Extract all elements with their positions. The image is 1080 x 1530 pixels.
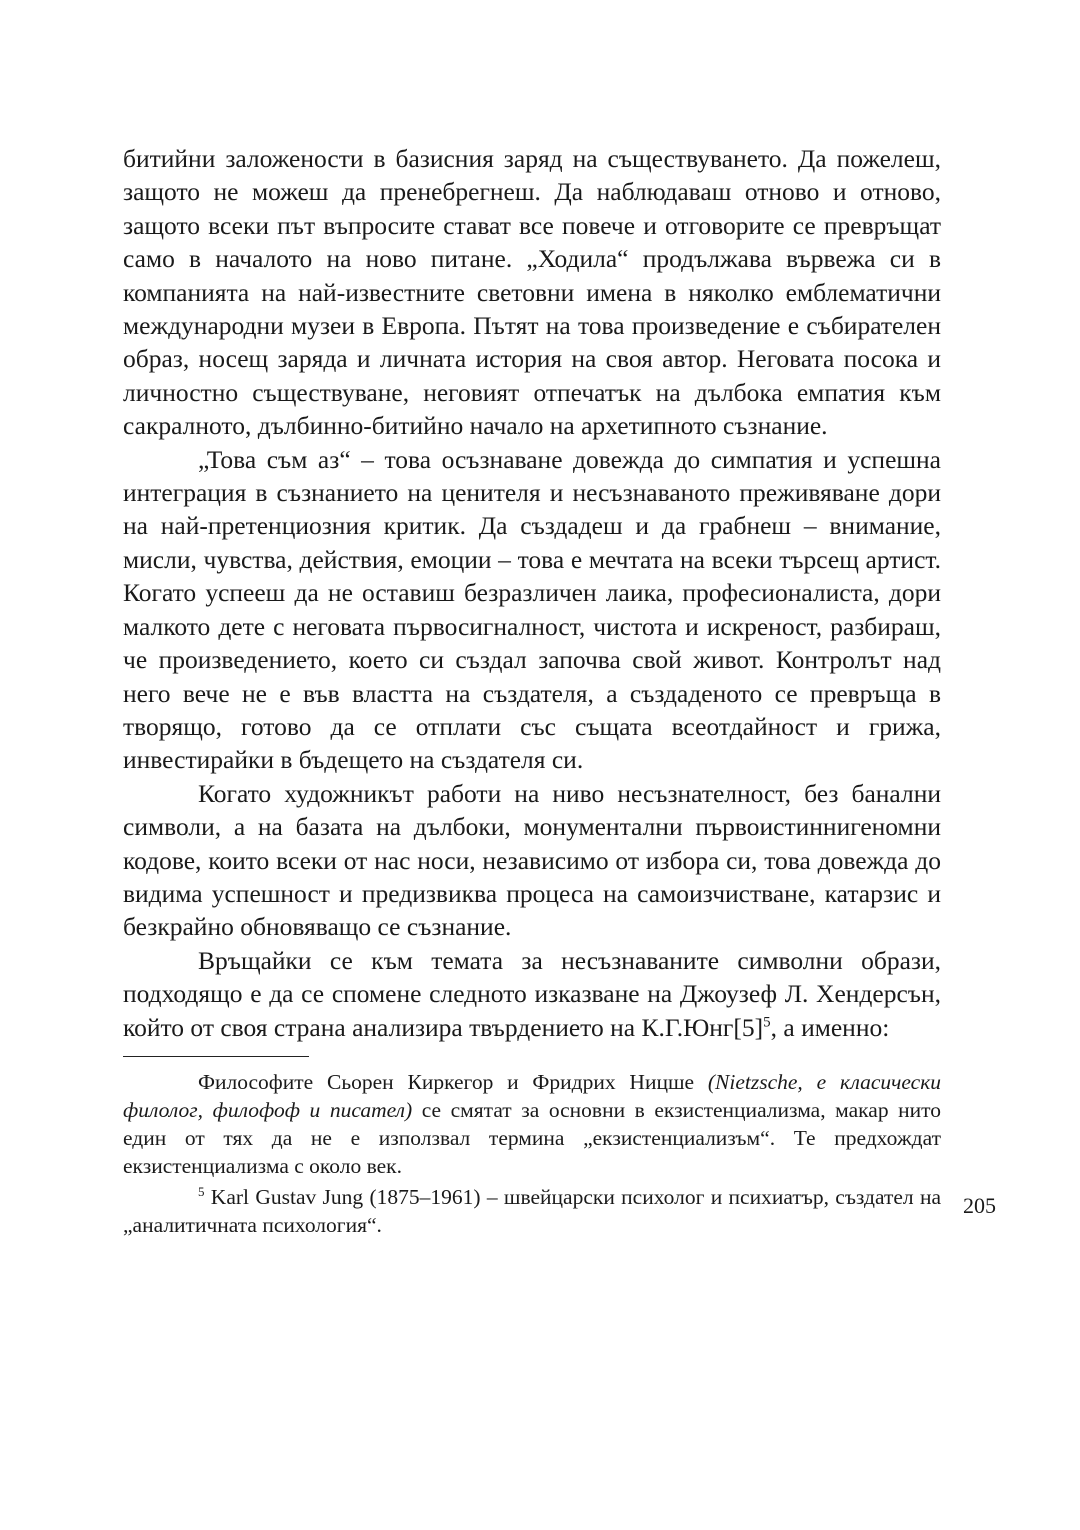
paragraph-4-end: , а именно: xyxy=(770,1012,890,1042)
footnote-ref-5: 5 xyxy=(763,1014,771,1031)
footnotes xyxy=(123,1068,941,1239)
footnote-philosophers xyxy=(123,1068,941,1180)
footnote-5-marker: 5 xyxy=(198,1183,205,1199)
paragraph-4-text: Връщайки се към темата за несъзнаваните символни образи, подходящо е да се спомене следното изказване на Джоузеф Л. Хендерсън, който от своя страна анализира твърдението на К.Г.Юнг[5] xyxy=(123,945,941,1042)
footnote-1-end: се смятат за основни в екзистенциализма, макар нито един от тях да не е използвал термина „екзистенциализъм“. Те предхождат екзистенциализма с около век. xyxy=(123,1097,942,1178)
footnote-separator xyxy=(123,1056,309,1057)
footnote-5-text: Karl Gustav Jung (1875–1961) – швейцарски психолог и психиатър, създател на „аналитичната психология“. xyxy=(123,1184,941,1237)
footnote-1-start: Философите Сьорен Киркегор и Фридрих Ницше xyxy=(198,1069,708,1094)
paragraph-2: „Това съм аз“ – това осъзнаване довежда до симпатия и успешна интеграция в съзнанието на ценителя и несъзнаваното преживяване дори на най-претенциозния критик. Да създадеш и да грабнеш – внимание, мисли, чувства, действия, емоции – това е мечтата на всеки търсещ артист. Когато успееш да не оставиш безразличен лаика, професионалиста, дори малкото дете с неговата първосигналност, чистота и искреност, разбираш, че произведението, което си създал започва свой живот. Контролът над него вече не е във властта на създателя, а създаденото се превръща в творящо, готово да се отплати със същата всеотдайност и грижа, инвестирайки в бъдещето на създателя си. xyxy=(123,444,941,775)
footnote-1-italic: (Nietzsche, е класически филолог, филофоф и писател) xyxy=(123,1069,941,1122)
main-text xyxy=(123,142,941,1044)
paragraph-4 xyxy=(123,944,941,1044)
page-content xyxy=(123,142,996,1239)
paragraph-3: Когато художникът работи на ниво несъзнателност, без банални символи, а на базата на дълбоки, монументални първоистиннигеномни кодове, които всеки от нас носи, независимо от избора си, това довежда до видима успешност и предизвиква процеса на самоизчистване, катарзис и безкрайно обновяващо се съзнание. xyxy=(123,778,941,942)
page-number: 205 xyxy=(963,1193,996,1218)
footnote-5 xyxy=(123,1183,941,1239)
paragraph-1: битийни заложености в базисния заряд на съществуването. Да пожелеш, защото не можеш да пренебрегнеш. Да наблюдаваш отново и отново, защото всеки път въпросите стават все повече и отговорите се превръщат само в началото на ново питане. „Ходила“ продължава вървежа си в компанията на най-известните световни имена в няколко емблематични международни музеи в Европа. Пътят на това произведение е събирателен образ, носещ заряда и личната история на своя автор. Неговата посока и личностно съществуване, неговият отпечатък на дълбока емпатия към сакралното, дълбинно-битийно начало на архетипното съзнание. xyxy=(123,144,941,441)
